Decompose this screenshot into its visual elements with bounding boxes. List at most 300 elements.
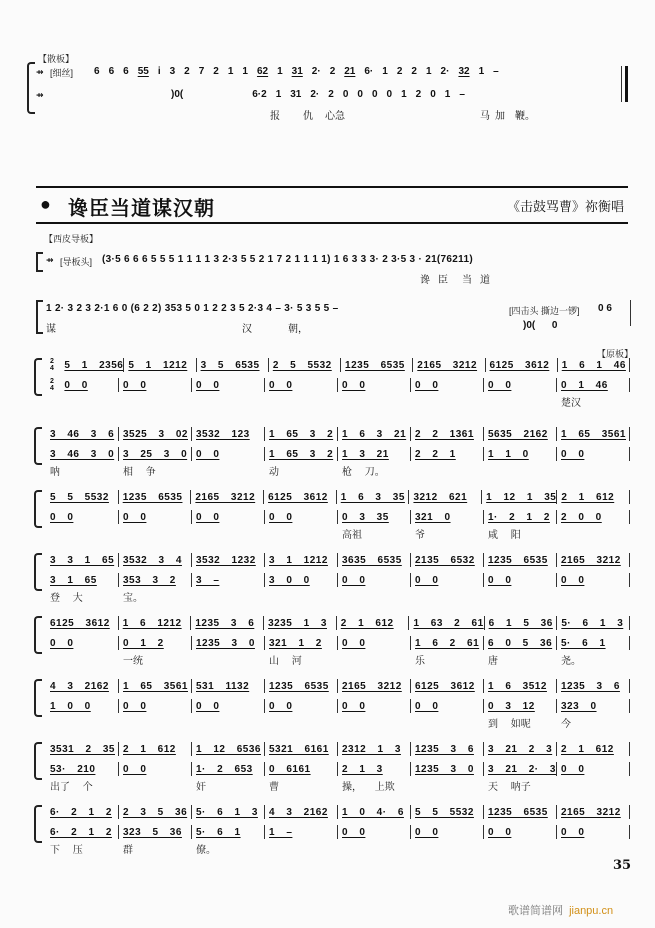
measure-notes: 2 2 1 [415, 448, 456, 460]
measure-notes: 3 46 3 6 [50, 428, 115, 440]
measure [484, 378, 557, 392]
measure [484, 762, 557, 776]
measure-notes: 2 1 612 [561, 743, 614, 755]
measure-notes: 0 0 [123, 763, 147, 775]
measure [265, 510, 338, 524]
lyric [119, 394, 192, 406]
lyric: 今 [561, 719, 571, 730]
measure [484, 825, 557, 839]
final-barline [625, 66, 628, 102]
measure-notes: 6125 3612 [489, 359, 550, 371]
measure-notes: 2165 3212 [561, 806, 621, 818]
score-system [34, 490, 630, 541]
lyric: 一统 [123, 656, 143, 667]
measure [486, 358, 558, 372]
lyric: 出了 个 [50, 782, 93, 793]
measure-notes: 3532 1232 [196, 554, 256, 566]
lyric [265, 394, 338, 406]
measure [46, 636, 119, 650]
note: )0( [171, 89, 184, 100]
measure [192, 427, 265, 441]
measure [265, 825, 338, 839]
time-sig-bottom: 4 [50, 385, 55, 392]
measure-notes: 323 5 36 [123, 826, 182, 838]
measure [484, 553, 557, 567]
measure [265, 805, 338, 819]
measure-notes: 0 0 [488, 379, 512, 391]
measure-notes: 6 0 5 36 [488, 637, 553, 649]
measure-notes: 2 1 612 [340, 617, 394, 629]
measure [338, 679, 411, 693]
measure-notes: 5321 6161 [269, 743, 329, 755]
bottom-staff [46, 699, 630, 713]
watermark-en: jianpu.cn [569, 905, 614, 917]
note: 1 [275, 89, 282, 100]
measure-notes: 3 1 1212 [269, 554, 328, 566]
measure-notes: 1 0 0 [50, 700, 91, 712]
lyrics-line [46, 394, 630, 409]
measure [119, 378, 192, 392]
lyric: 高祖 [342, 530, 362, 541]
note: 1 [382, 66, 388, 77]
measure [264, 616, 337, 630]
bullet-icon: ● [40, 194, 51, 214]
measure-notes: 3 21 2 3 [488, 743, 553, 755]
system-brace [34, 679, 42, 717]
measure-notes: 2 2 1361 [415, 428, 474, 440]
measure [265, 699, 338, 713]
measure [338, 636, 411, 650]
lyric: 下 压 [50, 845, 83, 856]
measure [411, 805, 484, 819]
measure-notes: 6125 3612 [415, 680, 475, 692]
measure [337, 616, 410, 630]
top-staff [46, 490, 630, 504]
measure-notes: 53· 210 [50, 763, 96, 775]
measure [265, 553, 338, 567]
measure-notes: 4 3 2162 [50, 680, 109, 692]
measure [192, 378, 265, 392]
measure [119, 490, 192, 504]
measure-notes: 3212 621 [413, 491, 468, 503]
lyric [484, 463, 557, 475]
measure-notes: 0 1 46 [561, 379, 608, 391]
measure [119, 699, 192, 713]
score-system [34, 358, 630, 409]
lyric [557, 841, 630, 853]
note: 2 [329, 66, 336, 77]
lyric [411, 778, 484, 790]
note: 1 [277, 66, 283, 77]
measure-notes: 2 1 3 [342, 763, 383, 775]
measure-notes: 3532 3 4 [123, 554, 182, 566]
lyric: 唐 [488, 656, 498, 667]
top-staff [46, 805, 630, 819]
measure-notes: 1 12 1 35 [486, 491, 557, 503]
lyric [46, 526, 119, 538]
song-source: 《击鼓骂曹》祢衡唱 [506, 200, 624, 215]
measure [119, 573, 192, 587]
measure-notes: 323 0 [561, 700, 597, 712]
lyric: 楚汉 [561, 398, 581, 409]
measure-notes: 1235 3 6 [195, 617, 255, 629]
note: 6 [108, 66, 115, 77]
top-staff [46, 679, 630, 693]
score-system [34, 805, 630, 856]
watermark [508, 902, 613, 918]
song-title: 谗臣当道谋汉朝 [68, 196, 215, 220]
measure-notes: 1 63 2 61 [413, 617, 484, 629]
measure-notes: 0 0 [50, 637, 74, 649]
lyric [192, 715, 265, 727]
lyric [46, 394, 119, 406]
measure-notes: 0 0 [64, 379, 88, 391]
note: 2 [184, 66, 190, 77]
lyric [557, 526, 630, 538]
measure [265, 636, 338, 650]
lyric [265, 589, 338, 601]
top-staff [46, 553, 630, 567]
measure-notes: 0 0 [123, 700, 147, 712]
note: – [493, 66, 499, 77]
lyric [338, 841, 411, 853]
measure [338, 699, 411, 713]
measure-notes: 0 3 12 [488, 700, 535, 712]
measure-notes: 1 1 0 [488, 448, 529, 460]
measure [411, 679, 484, 693]
measure [557, 762, 630, 776]
measure-notes: 1235 3 6 [561, 680, 620, 692]
measure-notes: 1 65 3561 [561, 428, 626, 440]
section-a-lyrics: 谗 臣 当 道 [420, 275, 490, 286]
measure-notes: 6125 3612 [50, 617, 110, 629]
measure [46, 447, 119, 461]
lyric [557, 589, 630, 601]
measure [265, 427, 338, 441]
measure [119, 553, 192, 567]
measure-notes: 1235 6535 [269, 680, 329, 692]
note: 2· [311, 66, 321, 77]
note: 2· [310, 89, 320, 100]
lyric: 尧。 [561, 656, 581, 667]
measure [411, 699, 484, 713]
bottom-staff [46, 636, 630, 650]
measure [484, 699, 557, 713]
lyric [338, 589, 411, 601]
measure-notes: 3 1 65 [50, 574, 97, 586]
measure [484, 636, 557, 650]
measure [46, 825, 119, 839]
lyric [411, 841, 484, 853]
score-system [34, 616, 630, 667]
section-b-lyrics: 谋 汉 朝， [46, 324, 308, 335]
measure-notes: 6125 3612 [268, 491, 328, 503]
note: 0 [342, 89, 349, 100]
note: 32 [458, 66, 470, 77]
measure [119, 679, 192, 693]
lyric: 登 大 [50, 593, 83, 604]
measure [192, 825, 265, 839]
lyric: 到 如呢 [488, 719, 531, 730]
note: 21 [344, 66, 356, 77]
measure [197, 358, 269, 372]
bottom-staff [46, 762, 630, 776]
lyric: 操， 上欺 [342, 782, 395, 793]
measure-notes: 0 0 [123, 379, 147, 391]
measure-notes: 0 0 [342, 826, 366, 838]
measure-notes: 6 1 5 36 [488, 617, 553, 629]
lyric [192, 589, 265, 601]
measure-notes: 6· 2 1 2 [50, 826, 112, 838]
measure [192, 553, 265, 567]
measure-notes: 1235 6535 [122, 491, 183, 503]
measure [119, 636, 192, 650]
measure [119, 825, 192, 839]
measure [46, 699, 119, 713]
note: 2 [411, 66, 417, 77]
top-staff [46, 358, 630, 372]
lyric [265, 841, 338, 853]
measure [557, 699, 630, 713]
measure-notes: 5 5 5532 [50, 491, 109, 503]
measure [411, 447, 484, 461]
measure [119, 510, 192, 524]
measure-notes: 3 5 6535 [200, 359, 260, 371]
lyric: 爷 [415, 530, 425, 541]
measure-notes: 0 0 [342, 574, 366, 586]
lyric [411, 589, 484, 601]
measure-notes: 0 0 [196, 448, 220, 460]
measure [46, 679, 119, 693]
measure [192, 762, 265, 776]
lyric: 呐 [50, 467, 60, 478]
top-staff [46, 427, 630, 441]
lyric: 枪 刀。 [342, 467, 385, 478]
measure [337, 490, 410, 504]
measure-notes: 0 0 [488, 826, 512, 838]
measure-notes: 1 6 3 21 [342, 428, 407, 440]
page-number: 35 [613, 858, 632, 873]
measure [192, 742, 265, 756]
lyrics-line [46, 778, 630, 793]
lyric [192, 394, 265, 406]
measure [558, 358, 630, 372]
measure-notes: 0 0 [561, 574, 585, 586]
measure-notes: 0 6161 [269, 763, 311, 775]
measure-notes: 5· 6 1 [196, 826, 241, 838]
system-brace [34, 805, 42, 843]
measure [557, 825, 630, 839]
measure-notes: 2165 3212 [195, 491, 256, 503]
measure-notes: 0 0 [561, 448, 585, 460]
system-brace [34, 616, 42, 654]
measure [482, 490, 557, 504]
measure [484, 742, 557, 756]
section-b-top-line: 1 2· 3 2 3 2·1 6 0 (6 2 2) 353 5 0 1 2 2 3 5 2·3 4 – 3· 5 3 5 5 – [46, 303, 339, 314]
lyric: 僚。 [196, 845, 216, 856]
lyric: 曹 [269, 782, 279, 793]
measure [557, 378, 630, 392]
lyric [192, 463, 265, 475]
measure-notes: 4 3 2162 [269, 806, 328, 818]
measure-notes: 0 0 [123, 511, 147, 523]
measure-notes: 1235 6535 [345, 359, 405, 371]
note: 1 [478, 66, 485, 77]
lyrics-line [46, 526, 630, 541]
measure [265, 762, 338, 776]
measure-notes: 1 6 1 46 [561, 359, 626, 371]
measure [265, 742, 338, 756]
note: 3 [169, 66, 176, 77]
lyric [338, 652, 411, 664]
measure [557, 616, 630, 630]
measure [557, 427, 630, 441]
measure [338, 825, 411, 839]
lyric [119, 715, 192, 727]
top-staff [46, 742, 630, 756]
measure [557, 679, 630, 693]
measure [46, 742, 119, 756]
measure-notes: 0 0 [269, 700, 293, 712]
time-sig-top: 2 [50, 378, 55, 385]
measure [119, 616, 192, 630]
measure-notes: 3532 123 [196, 428, 250, 440]
measure-notes: 2 5 5532 [272, 359, 332, 371]
measure [411, 762, 484, 776]
note: 1 [242, 66, 248, 77]
measure-notes: 0 0 [342, 637, 366, 649]
measure [46, 378, 119, 392]
measure [265, 573, 338, 587]
measure [265, 447, 338, 461]
measure-notes: 1 65 3 2 [269, 448, 334, 460]
measure-notes: 0 0 [415, 826, 439, 838]
system-brace [36, 252, 43, 272]
measure-notes: 321 0 [415, 511, 451, 523]
measure [484, 805, 557, 819]
measure [409, 490, 482, 504]
lyric: 咸 阳 [488, 530, 521, 541]
measure-notes: 1235 6535 [488, 806, 548, 818]
measure-notes: 3635 6535 [342, 554, 402, 566]
note: 2 [415, 89, 422, 100]
measure-notes: 5 1 1212 [128, 359, 188, 371]
measure-notes: 1235 6535 [488, 554, 548, 566]
note: 6· [364, 66, 374, 77]
measure [119, 742, 192, 756]
measure-notes: 1· 2 653 [196, 763, 253, 775]
measure-notes: 1· 2 1 2 [488, 511, 550, 523]
rule-bottom [36, 222, 628, 224]
measure-notes: 3 3 1 65 [50, 554, 115, 566]
measure-notes: 0 0 [561, 763, 585, 775]
lyrics-line [46, 463, 630, 478]
lyric: 群 [123, 845, 133, 856]
measure [484, 573, 557, 587]
measure-notes: 1 6 3512 [488, 680, 547, 692]
time-signature [50, 358, 54, 372]
measure-notes: 1 6 1212 [122, 617, 182, 629]
measure [119, 427, 192, 441]
note: 0 [371, 89, 378, 100]
measure-notes: 0 0 [561, 826, 585, 838]
measure-notes: 1 65 3561 [123, 680, 188, 692]
lyric [557, 463, 630, 475]
system-brace [34, 490, 42, 528]
score-system [34, 427, 630, 478]
measure [557, 490, 630, 504]
measure-notes: 0 0 [196, 379, 220, 391]
measure [557, 447, 630, 461]
measure-notes: 0 0 [415, 700, 439, 712]
bottom-staff [46, 447, 630, 461]
note: 31 [290, 89, 302, 100]
measure-notes: 3525 3 02 [123, 428, 188, 440]
measure [191, 616, 264, 630]
measure [264, 490, 337, 504]
measure [338, 742, 411, 756]
measure-notes: 0 0 [415, 574, 439, 586]
note: 0 [386, 89, 393, 100]
measure [411, 825, 484, 839]
note: 2 [213, 66, 219, 77]
note: i [157, 66, 161, 77]
measure-notes: 353 3 2 [123, 574, 176, 586]
lyrics-line [46, 652, 630, 667]
note: 0 [430, 89, 436, 100]
measure [341, 358, 413, 372]
time-sig-bottom: 4 [50, 365, 55, 372]
measure [192, 447, 265, 461]
measure-notes: 2165 3212 [342, 680, 402, 692]
measure [338, 378, 411, 392]
lyrics-line [46, 715, 630, 730]
measure-notes: 5 5 5532 [415, 806, 474, 818]
measure [46, 358, 124, 372]
lyric: 相 争 [123, 467, 156, 478]
watermark-cn: 歌谱简谱网 [508, 905, 563, 917]
measure [485, 616, 558, 630]
tempo-change-label: 【原板】 [597, 349, 634, 359]
measure-notes: 1235 3 6 [415, 743, 474, 755]
clef-mark: ⇸ [46, 255, 54, 265]
lyrics-line [46, 841, 630, 856]
measure [191, 490, 264, 504]
measure-notes: 1 – [269, 826, 293, 838]
score-system [34, 742, 630, 793]
measure [338, 553, 411, 567]
measure [338, 762, 411, 776]
time-sig-top: 2 [50, 358, 55, 365]
lyric: 宝。 [123, 593, 143, 604]
measure-notes: 1 3 21 [342, 448, 389, 460]
measure [411, 510, 484, 524]
system-brace [34, 553, 42, 591]
measure-notes: 6· 2 1 2 [50, 806, 112, 818]
lyric [265, 526, 338, 538]
measure [557, 742, 630, 756]
lyric [338, 394, 411, 406]
lyric [411, 715, 484, 727]
measure-notes: 1 65 3 2 [269, 428, 334, 440]
measure-notes: 5 1 2356 [64, 359, 124, 371]
measure [409, 616, 484, 630]
instrument-label: [细丝] [50, 68, 74, 78]
measure-notes: 1 6 3 35 [340, 491, 405, 503]
measure-notes: 2312 1 3 [342, 743, 401, 755]
lyric: 乐 [415, 656, 425, 667]
note: 31 [291, 66, 303, 77]
